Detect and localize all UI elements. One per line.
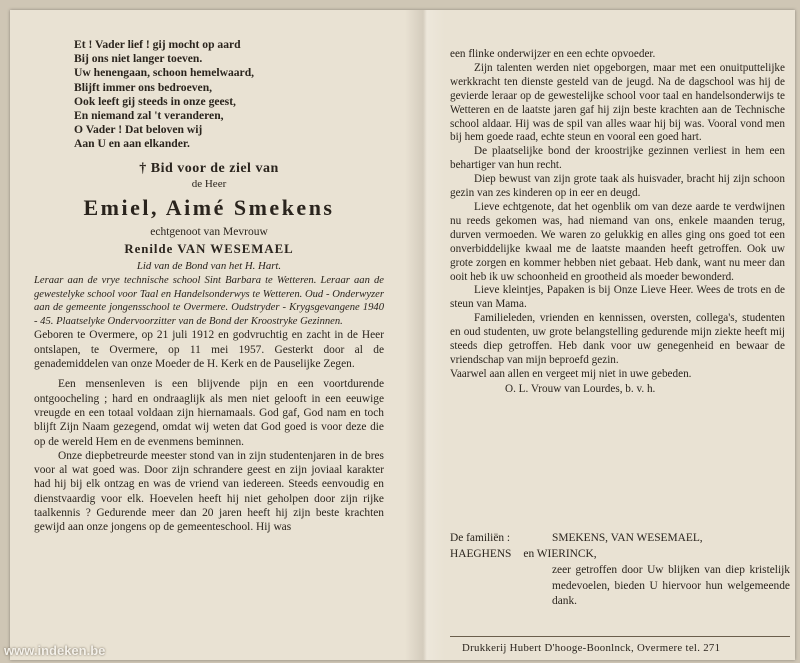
body-paragraph: Familieleden, vrienden en kennissen, oversten, collega's, studenten en oud studenten, uw grote belangstelling gedurende mijn ziekte heeft mij steeds diep getroffen. Heb dank voor uw genegenheid en bewaar de vriendschap van mijn beproefd gezin. [450,312,785,366]
poem-line: Blijft immer ons bedroeven, [74,80,213,94]
poem-line: Uw henengaan, schoon hemelwaard, [74,66,255,80]
poem-line: Aan U en aan elkander. [74,137,190,151]
thanks-text: zeer getroffen door Uw blijken van diep kristelijk medevoelen, bieden U hiervoor hun welgemeende dank. [552,564,790,608]
left-page [34,38,384,535]
poem-line: Bij ons niet langer toeven. [74,52,203,66]
body-paragraph: Lieve kleintjes, Papaken is bij Onze Lieve Heer. Wees de trots en de steun van Mama. [450,284,785,311]
memorial-card [10,10,795,660]
card-fold [405,10,445,660]
body-paragraph: Onze diepbetreurde meester stond van in zijn studentenjaren in de bres voor al wat goed was. Door zijn schrandere geest en zijn joviaal karakter had hij bij elk ontzag en was de vriend van iedereen. Steeds eenvoudig en dienstvaardig voor elk. Hoevelen heeft hij niet geholpen door zijn rijke taalkennis ? Gedurende meer dan 20 jaren heeft hij zijn beste krachten gewijd aan onze jongens op de gemeenteschool. Hij was [34,449,384,534]
deceased-name: Emiel, Aimé Smekens [83,195,335,221]
family-thanks [450,530,790,610]
family-label: De familiën : [450,532,511,544]
body-paragraph: De plaatselijke bond der kroostrijke gezinnen verliest in hem een behartiger van hun recht. [450,145,785,172]
spouse-prefix: echtgenoot van Mevrouw [150,226,268,239]
poem-line: Ook leeft gij steeds in onze geest, [74,94,236,108]
family-names: SMEKENS, VAN WESEMAEL, [552,532,703,544]
body-paragraph: Een mensenleven is een blijvende pijn en een voortdurende ontgoocheling ; hard en ondraaglijk als men niet gelooft in een eeuwige vreugde en een totaal voldaan zijn hiernamaals. God gaf, God nam en toch blijft Zijn Naam gezegend, omdat wij weten dat God goed is voor deze die op de wereld Hem en de evenmens beminnen. [34,378,384,448]
printer-credit: Drukkerij Hubert D'hooge-Boonlnck, Overmere tel. 271 [462,642,721,654]
farewell-line: Vaarwel aan allen en vergeet mij niet in uwe gebeden. [450,367,692,380]
membership: Lid van de Bond van het H. Hart. [136,259,282,272]
body-paragraph: een flinke onderwijzer en een echte opvoeder. [450,48,656,60]
family-name: HAEGHENS [450,548,512,560]
family-name: en WIERINCK, [523,548,597,560]
spouse-name: Renilde VAN WESEMAEL [124,241,294,256]
family-row [450,546,790,562]
poem-line: O Vader ! Dat beloven wij [74,123,203,137]
body-paragraph: Diep bewust van zijn grote taak als huisvader, bracht hij zijn schoon gezin van zes kinderen op in eer en deugd. [450,173,785,200]
site-watermark: www.indeken.be [4,643,106,658]
body-paragraph: Lieve echtgenote, dat het ogenblik om van deze aarde te verdwijnen nu reeds gekomen was, had niemand van ons, enkele maanden terug, durven vermoeden. We waren zo gelukkig en alles ging ons goed tot een onverbiddelijke kwaal me de laatste maanden heeft getroffen. Ook uw grote zorgen en kommer hebben niet gebaat. Heb dank, want nu meer dan ooit heb ik uw schoonheid en grootheid als moeder bewonderd. [450,200,785,283]
functions-text: Leraar aan de vrye technische school Sint Barbara te Wetteren. Leraar aan de gewestelyke school voor Taal en Handelsonderwys te Wetteren. Oud - Onderwyzer aan de gemeente jongensschool te Overmere. Oudstryder - Krygsgevangene 1940 - 45. Plaatselyke Ondervoorzitter van de Bond der Kroostryke Gezinnen. [34,275,384,327]
title-heer: de Heer [191,177,227,190]
family-row [450,530,790,546]
prayer-heading: † Bid voor de ziel van [139,160,279,176]
divider [450,636,790,637]
right-page [450,48,785,397]
signature: O. L. Vrouw van Lourdes, b. v. h. [505,382,656,395]
birth-death-paragraph: Geboren te Overmere, op 21 juli 1912 en godvruchtig en zacht in de Heer ontslapen, te Overmere, op 11 mei 1957. Gesterkt door al de genademiddelen van onze Moeder de H. Kerk en de Pauselijke Zegen. [34,329,384,371]
body-paragraph: Zijn talenten werden niet opgeborgen, maar met een onuitputtelijke werkkracht ten dienste gesteld van de jeugd. Na de dagschool was hij de gevierde leraar op de gewestelijke school voor taal en handelsonderwijs te Wetteren en de laatste jaren gaf hij zijn beste krachten aan de Technische school aldaar. Hij was de spil van alles waar hij bij was. Vooral vond men bij hem goede raad, echte steun en vooral een goed hart. [450,61,785,144]
poem-line: En niemand zal 't veranderen, [74,109,224,123]
poem-line: Et ! Vader lief ! gij mocht op aard [74,38,241,51]
poem [34,38,384,152]
